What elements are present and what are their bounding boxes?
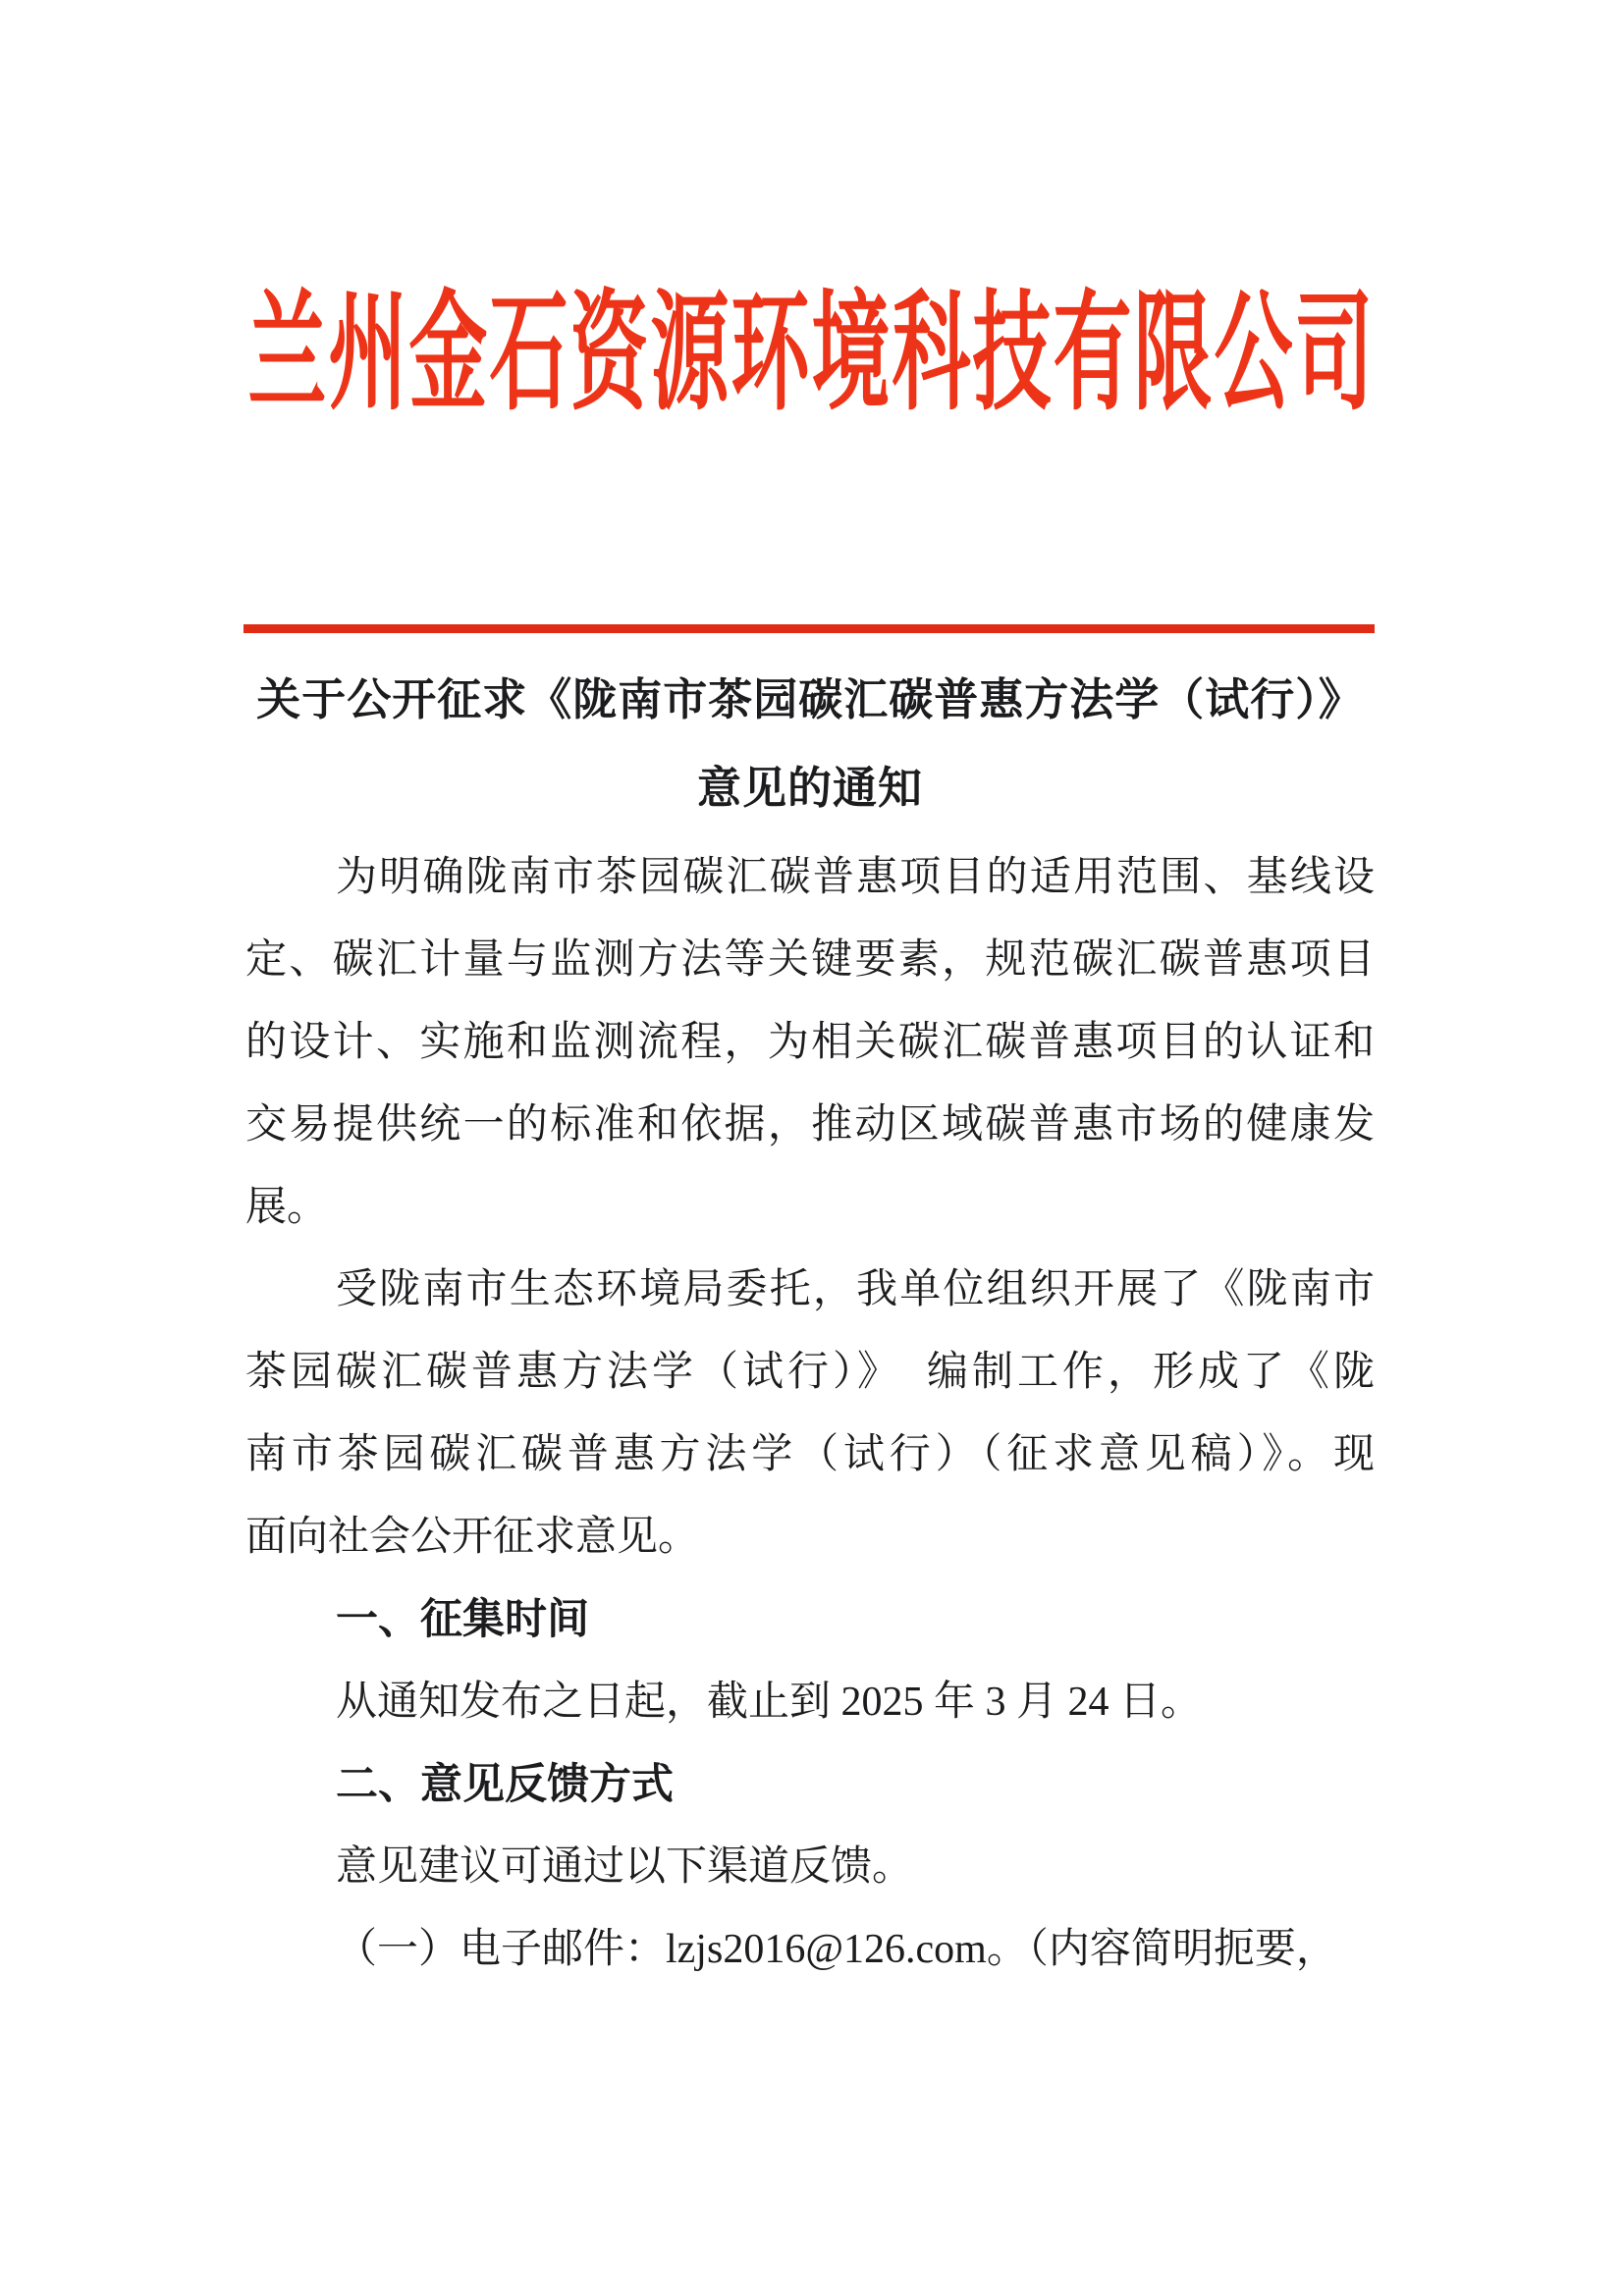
document-title-line1: 关于公开征求《陇南市茶园碳汇碳普惠方法学（试行）》 <box>256 675 1364 724</box>
document-title-line2: 意见的通知 <box>696 764 923 813</box>
company-letterhead: 兰州金石资源环境科技有限公司 <box>247 284 1376 427</box>
body-line: 受陇南市生态环境局委托，我单位组织开展了《陇南市 <box>336 1267 1375 1312</box>
section-heading-collection-time: 一、征集时间 <box>336 1596 589 1643</box>
body-line-deadline: 从通知发布之日起，截止到 2025 年 3 月 24 日。 <box>336 1680 1203 1725</box>
body-line-email: （一）电子邮件：lzjs2016@126.com。（内容简明扼要， <box>336 1927 1337 1972</box>
body-line: 南市茶园碳汇碳普惠方法学（试行）（征求意见稿）》。现 <box>245 1432 1375 1477</box>
body-line: 意见建议可通过以下渠道反馈。 <box>336 1844 914 1890</box>
body-line: 的设计、实施和监测流程，为相关碳汇碳普惠项目的认证和 <box>245 1020 1375 1065</box>
body-line: 定、碳汇计量与监测方法等关键要素，规范碳汇碳普惠项目 <box>245 937 1375 983</box>
body-line: 为明确陇南市茶园碳汇碳普惠项目的适用范围、基线设 <box>336 855 1375 900</box>
body-line: 交易提供统一的标准和依据，推动区域碳普惠市场的健康发 <box>245 1102 1375 1148</box>
body-line: 茶园碳汇碳普惠方法学（试行）》 编制工作，形成了《陇 <box>245 1350 1375 1395</box>
section-heading-feedback-method: 二、意见反馈方式 <box>336 1761 674 1808</box>
body-line: 面向社会公开征求意见。 <box>245 1515 700 1560</box>
document-title <box>245 656 1375 832</box>
body-line: 展。 <box>245 1185 329 1230</box>
notice-body <box>245 836 1375 1991</box>
letterhead-divider-line <box>243 624 1375 633</box>
